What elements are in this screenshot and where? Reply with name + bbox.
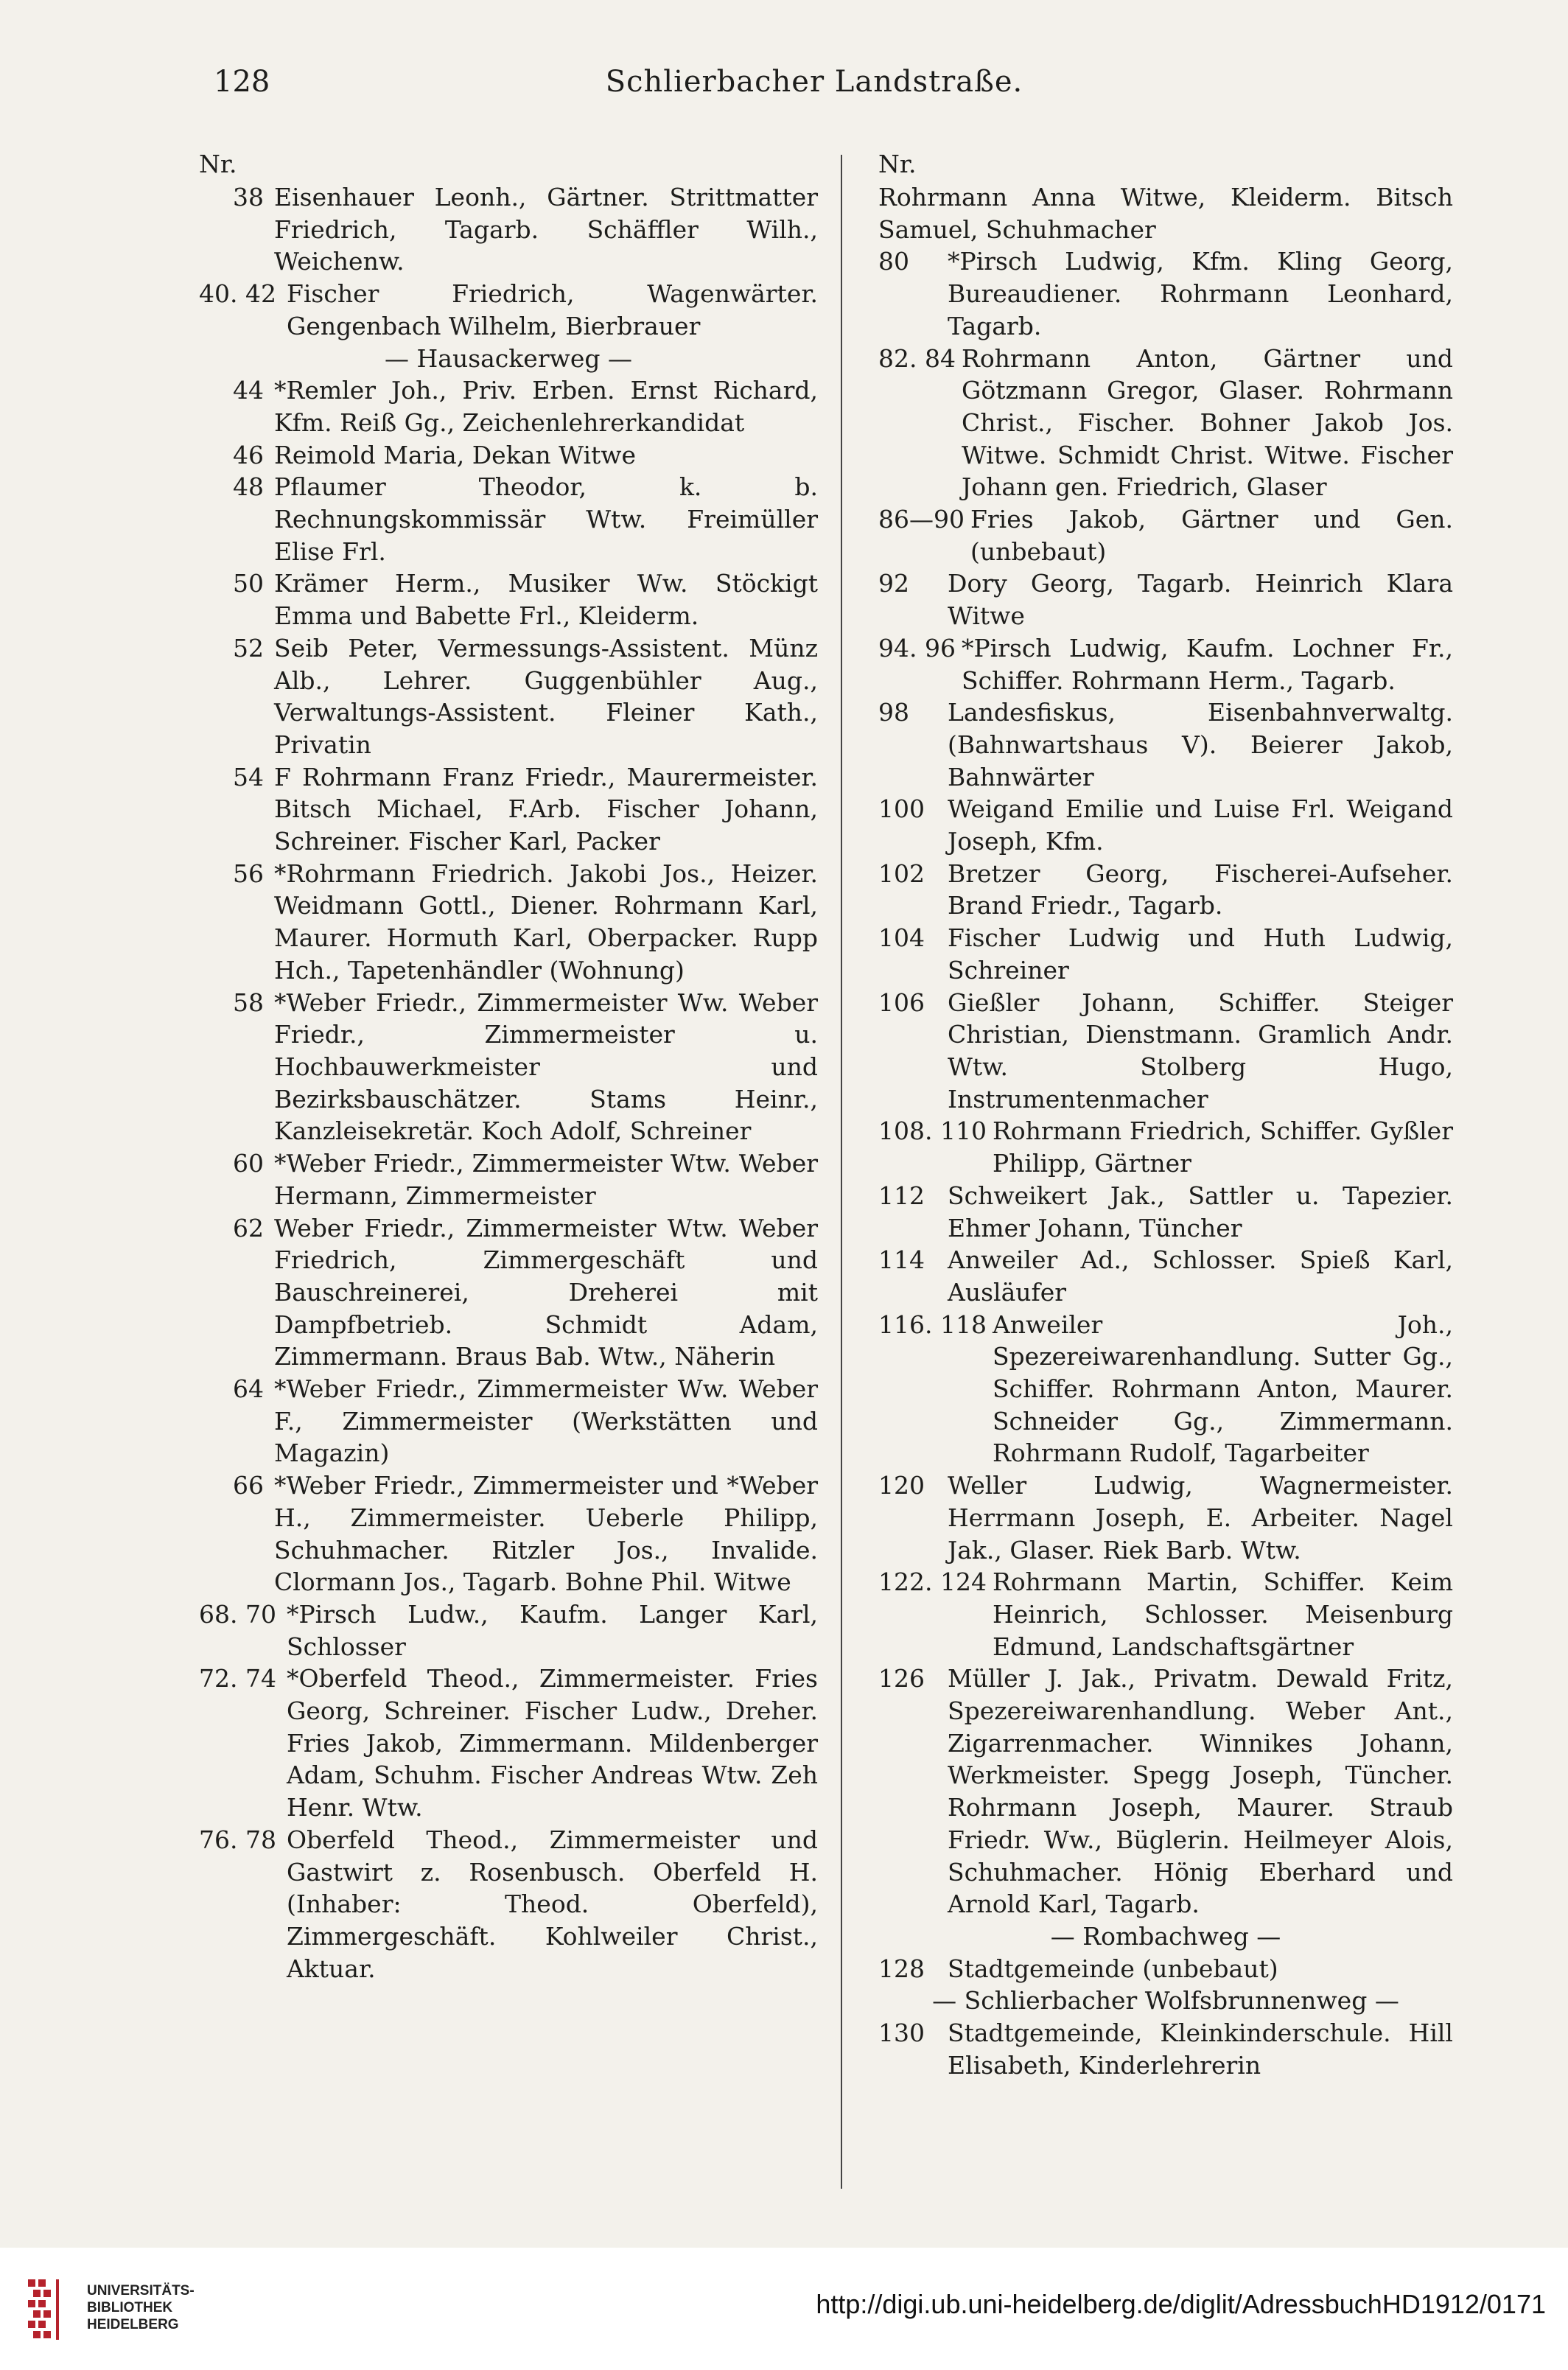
address-entry [199,1147,818,1212]
street-subheading: — Rombachweg — [1050,1921,1281,1951]
page-number: 128 [214,65,270,99]
house-number: 108. 110 [878,1116,987,1146]
library-logo-icon [27,2275,80,2346]
residents-text: Fries Jakob, Gärtner und Gen. (unbebaut) [970,505,1453,566]
house-number: 60 [233,1149,264,1178]
residents-text: Fischer Ludwig und Huth Ludwig, Schreiner [948,923,1453,985]
address-entry [878,1566,1453,1663]
house-number: 122. 124 [878,1567,987,1597]
address-entry [878,1663,1453,1920]
right-column [878,147,1453,2196]
residents-text: Fischer Friedrich, Wagenwärter. Gengenbach Wilhelm, Bierbrauer [286,279,818,340]
residents-text: Anweiler Joh., Spezereiwarenhandlung. Sutter Gg., Schiffer. Rohrmann Anton, Maurer. Schneider Gg., Zimmermann. Rohrmann Rudolf, Tagarbeiter [992,1310,1453,1468]
address-entry [878,1180,1453,1244]
address-entry [199,1598,818,1663]
address-entry [878,632,1453,696]
residents-text: Müller J. Jak., Privatm. Dewald Fritz, Spezereiwarenhandlung. Weber Ant., Zigarrenmacher. Winnikes Johann, Werkmeister. Spegg Joseph, Tüncher. Rohrmann Joseph, Maurer. Straub Friedr. Ww., Büglerin. Heilmeyer Alois, Schuhmacher. Hönig Eberhard und Arnold Karl, Tagarb. [948,1664,1453,1919]
address-entry [878,1953,1453,1985]
residents-text: Stadtgemeinde (unbebaut) [948,1954,1278,1983]
address-entry [878,1469,1453,1566]
address-entry [199,858,818,987]
house-number: 104 [878,923,925,953]
residents-text: Rohrmann Martin, Schiffer. Keim Heinrich, Schlosser. Meisenburg Edmund, Landschaftsgärtner [992,1567,1453,1661]
residents-text: F Rohrmann Franz Friedr., Maurermeister. Bitsch Michael, F.Arb. Fischer Johann, Schreiner. Fischer Karl, Packer [274,762,818,856]
house-number: 66 [233,1471,264,1500]
house-number: 44 [233,376,264,405]
residents-text: Eisenhauer Leonh., Gärtner. Strittmatter Friedrich, Tagarb. Schäffler Wilh., Weichenw. [274,183,818,276]
address-entry [199,1469,818,1598]
residents-text: Oberfeld Theod., Zimmermeister und Gastwirt z. Rosenbusch. Oberfeld H. (Inhaber: Theod. Oberfeld), Zimmergeschäft. Kohlweiler Christ., Aktuar. [286,1825,818,1983]
residents-text: Rohrmann Anna Witwe, Kleiderm. Bitsch Samuel, Schuhmacher [878,183,1453,244]
house-number: 68. 70 [199,1599,276,1629]
address-entry [199,987,818,1148]
house-number: 72. 74 [199,1664,276,1693]
address-entry [199,471,818,567]
address-entry [199,1824,818,1985]
residents-text: *Rohrmann Friedrich. Jakobi Jos., Heizer. Weidmann Gottl., Diener. Rohrmann Karl, Maurer. Hormuth Karl, Oberpacker. Rupp Hch., Tapetenhändler (Wohnung) [274,859,818,985]
right-column-heading: Nr. [878,150,917,178]
residents-text: Gießler Johann, Schiffer. Steiger Christian, Dienstmann. Gramlich Andr. Wtw. Stolberg Hugo, Instrumentenmacher [948,988,1453,1114]
address-entry [199,439,818,472]
address-entry [878,987,1453,1116]
house-number: 82. 84 [878,343,956,373]
residents-text: Reimold Maria, Dekan Witwe [274,440,637,469]
residents-text: Weigand Emilie und Luise Frl. Weigand Joseph, Kfm. [948,794,1453,856]
address-entry [878,696,1453,793]
house-number: 120 [878,1471,925,1500]
left-column-heading: Nr. [199,150,237,178]
address-entry [878,503,1453,567]
address-entry [878,1309,1453,1470]
residents-text: *Pirsch Ludw., Kaufm. Langer Karl, Schlosser [286,1599,818,1661]
house-number: 62 [233,1213,264,1242]
residents-text: Rohrmann Friedrich, Schiffer. Gyßler Philipp, Gärtner [992,1116,1453,1178]
address-entry [878,181,1453,245]
house-number: 86—90 [878,505,965,534]
house-number: 92 [878,569,909,598]
residents-text: Seib Peter, Vermessungs-Assistent. Münz Alb., Lehrer. Guggenbühler Aug., Verwaltungs-Assistent. Fleiner Kath., Privatin [274,633,818,759]
residents-text: Schweikert Jak., Sattler u. Tapezier. Ehmer Johann, Tüncher [948,1181,1453,1242]
address-entry [199,374,818,438]
source-url[interactable]: http://digi.ub.uni-heidelberg.de/diglit/AdressbuchHD1912/0171 [816,2289,1546,2319]
address-entry [199,1373,818,1469]
house-number: 130 [878,2018,925,2048]
residents-text: Pflaumer Theodor, k. b. Rechnungskommissär Wtw. Freimüller Elise Frl. [274,472,818,566]
address-entry [199,632,818,761]
house-number: 114 [878,1245,925,1275]
address-entry [878,567,1453,632]
residents-text: *Weber Friedr., Zimmermeister Ww. Weber Friedr., Zimmermeister u. Hochbauwerkmeister und Bezirksbauschätzer. Stams Heinr., Kanzleisekretär. Koch Adolf, Schreiner [274,988,818,1146]
house-number: 116. 118 [878,1310,987,1339]
right-entries [878,181,1453,2081]
house-number: 128 [878,1954,925,1983]
address-entry [878,793,1453,857]
house-number: 48 [233,472,264,502]
house-number: 50 [233,569,264,598]
address-entry [199,761,818,858]
left-column [199,147,818,2196]
residents-text: Dory Georg, Tagarb. Heinrich Klara Witwe [948,569,1453,631]
residents-text: *Weber Friedr., Zimmermeister Ww. Weber F., Zimmermeister (Werkstätten und Magazin) [274,1374,818,1468]
residents-text: Rohrmann Anton, Gärtner und Götzmann Gregor, Glaser. Rohrmann Christ., Fischer. Bohner Jakob Jos. Witwe. Schmidt Christ. Witwe. Fischer Johann gen. Friedrich, Glaser [961,343,1453,502]
residents-text: Krämer Herm., Musiker Ww. Stöckigt Emma und Babette Frl., Kleiderm. [274,569,818,631]
residents-text: Bretzer Georg, Fischerei-Aufseher. Brand Friedr., Tagarb. [948,859,1453,920]
page-title: Schlierbacher Landstraße. [605,65,1023,99]
house-number: 46 [233,440,264,469]
residents-text: *Pirsch Ludwig, Kaufm. Lochner Fr., Schiffer. Rohrmann Herm., Tagarb. [961,633,1453,695]
house-number: 38 [233,183,264,212]
residents-text: Stadtgemeinde, Kleinkinderschule. Hill Elisabeth, Kinderlehrerin [948,2018,1453,2080]
address-entry [199,278,818,342]
address-entry [878,2017,1453,2081]
address-entry [199,567,818,632]
residents-text: Anweiler Ad., Schlosser. Spieß Karl, Ausläufer [948,1245,1453,1307]
house-number: 40. 42 [199,279,276,309]
house-number: 52 [233,633,264,663]
house-number: 100 [878,794,925,824]
residents-text: Weber Friedr., Zimmermeister Wtw. Weber Friedrich, Zimmergeschäft und Bauschreinerei, Dreherei mit Dampfbetrieb. Schmidt Adam, Zimmermann. Braus Bab. Wtw., Näherin [274,1213,818,1371]
house-number: 98 [878,698,909,727]
address-entry [878,245,1453,342]
residents-text: *Pirsch Ludwig, Kfm. Kling Georg, Bureaudiener. Rohrmann Leonhard, Tagarb. [948,247,1453,340]
address-entry [878,1244,1453,1308]
library-name: UNIVERSITÄTS- BIBLIOTHEK HEIDELBERG [87,2283,195,2332]
residents-text: *Remler Joh., Priv. Erben. Ernst Richard, Kfm. Reiß Gg., Zeichenlehrerkandidat [274,376,818,437]
left-entries [199,181,818,1985]
address-entry [199,1212,818,1374]
address-entry [199,1663,818,1824]
street-subheading: — Schlierbacher Wolfsbrunnenweg — [932,1986,1399,2016]
house-number: 80 [878,247,909,276]
page-header [214,65,1415,116]
house-number: 64 [233,1374,264,1404]
address-entry [878,922,1453,986]
address-entry [199,181,818,278]
residents-text: Weller Ludwig, Wagnermeister. Herrmann Joseph, E. Arbeiter. Nagel Jak., Glaser. Riek Barb. Wtw. [948,1471,1453,1565]
house-number: 94. 96 [878,633,956,663]
residents-text: Landesfiskus, Eisenbahnverwaltg. (Bahnwartshaus V). Beierer Jakob, Bahnwärter [948,698,1453,791]
house-number: 54 [233,762,264,791]
residents-text: *Oberfeld Theod., Zimmermeister. Fries Georg, Schreiner. Fischer Ludw., Dreher. Fries Jakob, Zimmermann. Mildenberger Adam, Schuhm. Fischer Andreas Wtw. Zeh Henr. Wtw. [286,1664,818,1822]
house-number: 76. 78 [199,1825,276,1854]
address-entry [878,858,1453,922]
column-divider [841,155,842,2189]
address-entry [878,1115,1453,1179]
address-entry [878,343,1453,504]
residents-text: *Weber Friedr., Zimmermeister und *Weber H., Zimmermeister. Ueberle Philipp, Schuhmacher. Ritzler Jos., Invalide. Clormann Jos., Tagarb. Bohne Phil. Witwe [274,1471,818,1597]
house-number: 126 [878,1664,925,1693]
house-number: 102 [878,859,925,888]
house-number: 106 [878,988,925,1017]
house-number: 58 [233,988,264,1017]
residents-text: *Weber Friedr., Zimmermeister Wtw. Weber Hermann, Zimmermeister [274,1149,818,1210]
street-subheading: — Hausackerweg — [385,343,632,373]
house-number: 56 [233,859,264,888]
house-number: 112 [878,1181,925,1210]
